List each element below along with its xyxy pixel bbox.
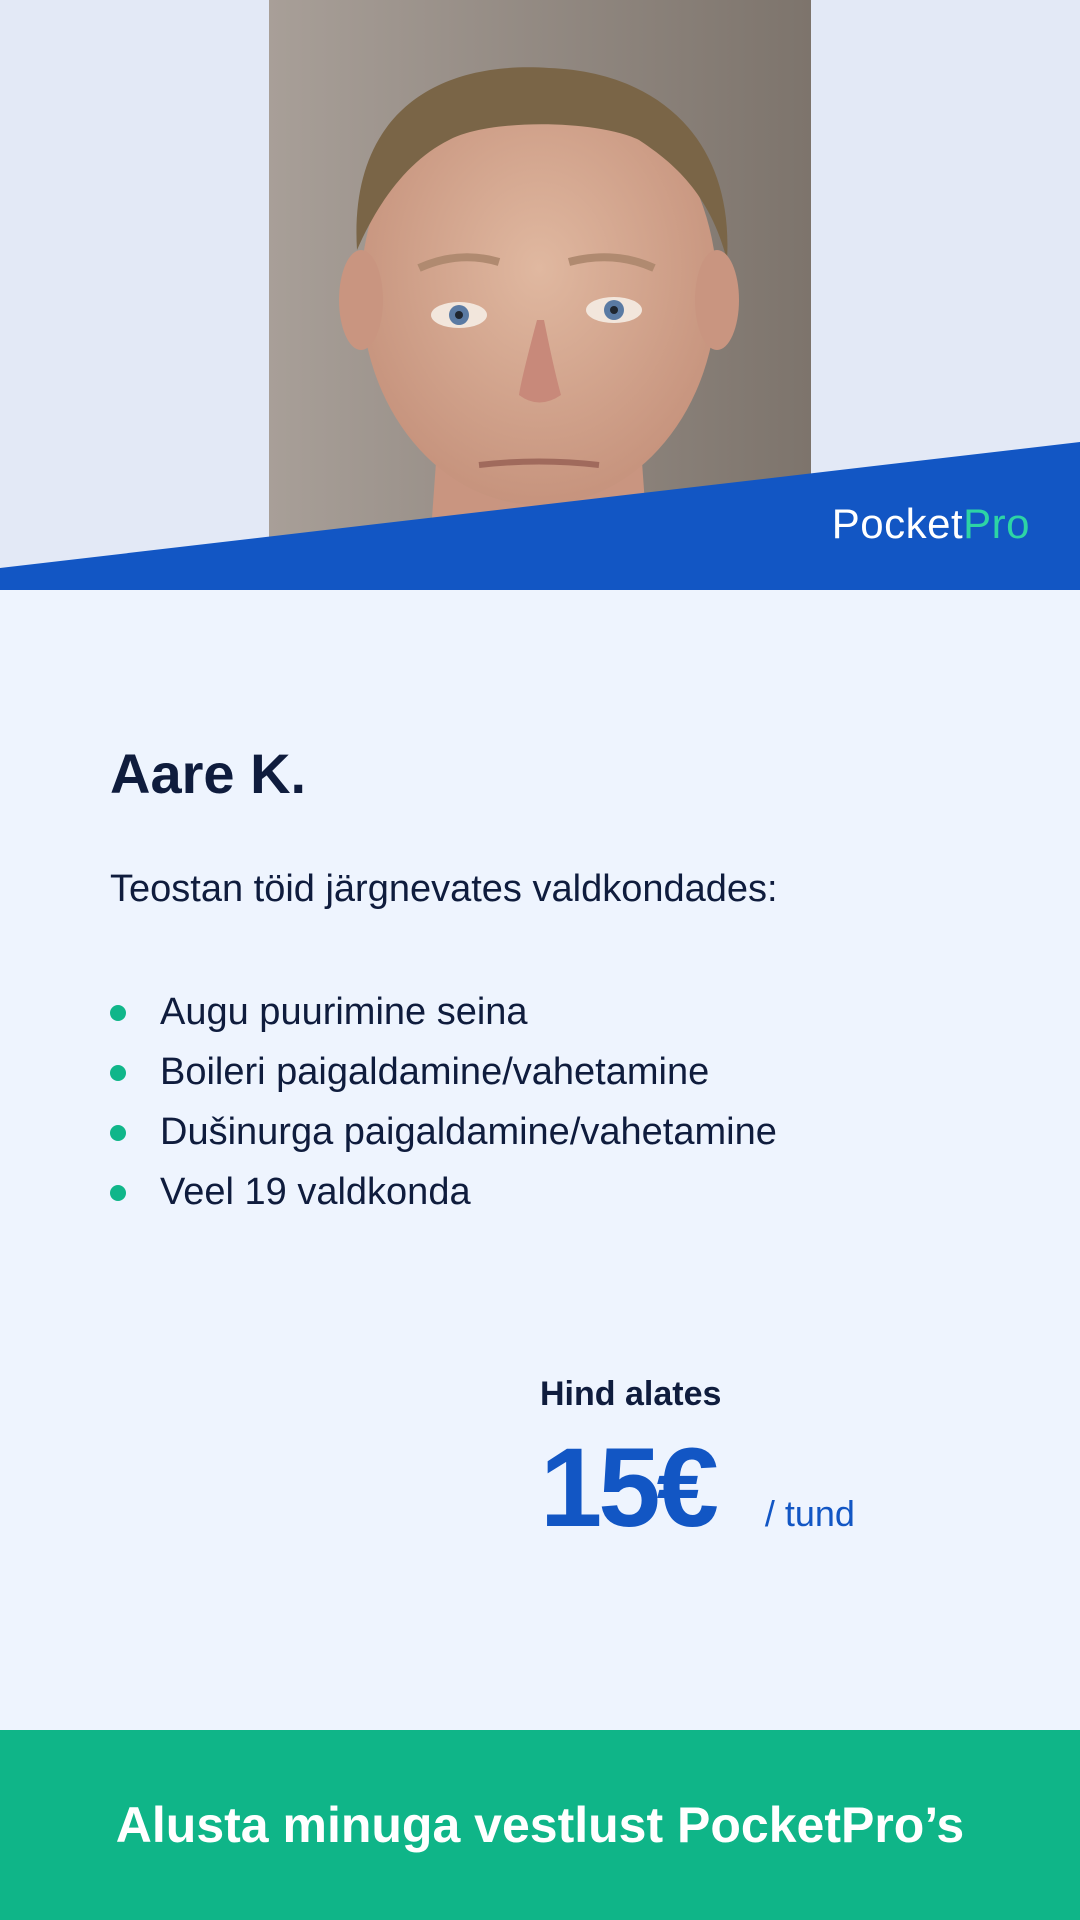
bullet-icon [110,1185,126,1201]
service-item [110,1103,1010,1163]
logo-text-pocket: Pocket [831,500,964,547]
services-intro: Teostan töid järgnevates valdkondades: [110,868,778,911]
profile-name: Aare K. [110,742,307,805]
services-list [110,983,1010,1223]
bullet-icon [110,1005,126,1021]
service-item [110,1043,1010,1103]
price-row [540,1425,855,1550]
price-value: 15€ [540,1425,715,1550]
profile-content [110,740,1010,1223]
price-block [540,1375,855,1550]
price-label: Hind alates [540,1375,722,1413]
start-chat-button[interactable]: Alusta minuga vestlust PocketPro’s [0,1730,1080,1920]
bullet-icon [110,1065,126,1081]
logo-text-pro: Pro [963,500,1030,547]
hero-section [0,0,1080,590]
service-label: Augu puurimine seina [160,991,528,1034]
price-unit: / tund [764,1493,855,1534]
service-label: Dušinurga paigaldamine/vahetamine [160,1111,777,1154]
service-item [110,983,1010,1043]
service-label: Boileri paigaldamine/vahetamine [160,1051,710,1094]
service-item [110,1163,1010,1223]
bullet-icon [110,1125,126,1141]
pocketpro-logo [832,500,1030,548]
service-label: Veel 19 valdkonda [160,1171,471,1214]
